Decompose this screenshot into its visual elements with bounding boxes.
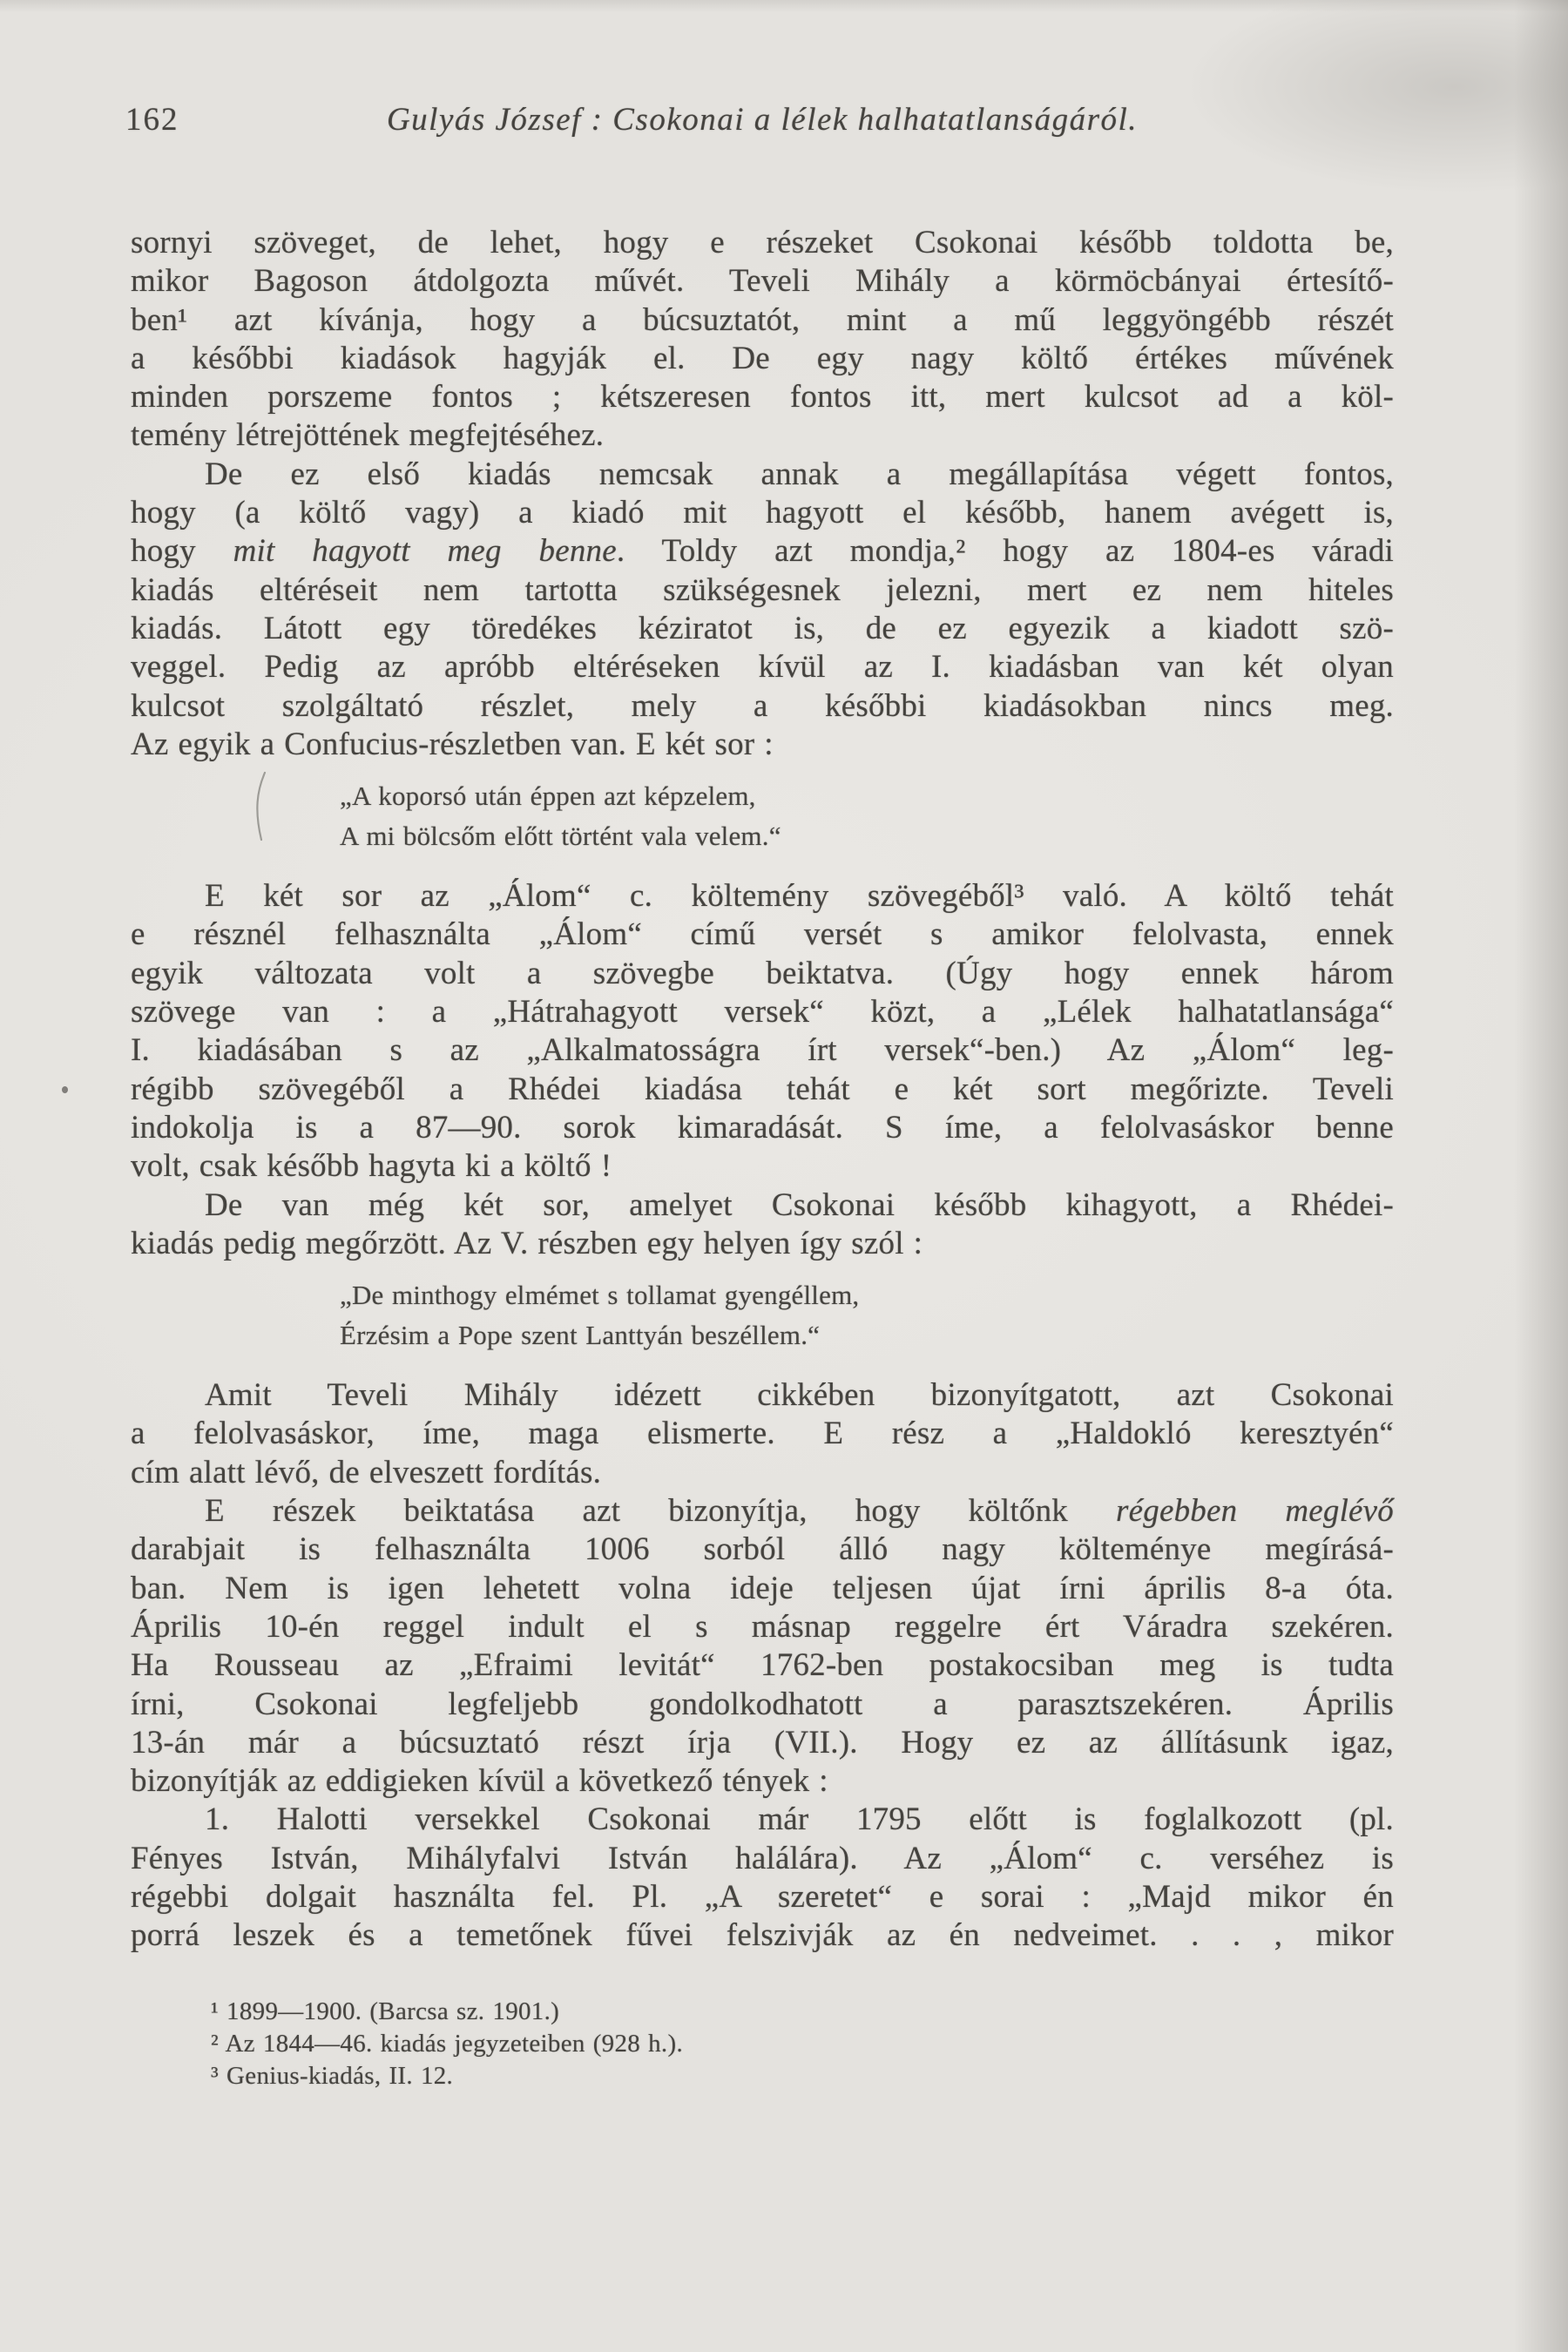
page-number: 162 (125, 102, 179, 138)
para-block (131, 456, 1394, 764)
verse-block (340, 1275, 1394, 1355)
text-line: Amit Teveli Mihály idézett cikkében bizonyítgatott, azt Csokonai (205, 1377, 1394, 1414)
para-block (131, 1186, 1394, 1264)
para-block (131, 877, 1394, 1186)
text-line: mikor Bagoson átdolgozta művét. Teveli Mihály a körmöcbányai értesítő- (131, 263, 1394, 300)
page-top-shading (0, 0, 1568, 12)
text-line: „De minthogy elmémet s tollamat gyengéllem, (340, 1280, 860, 1311)
text-line: Fényes István, Mihályfalvi István halálára). Az „Álom“ c. verséhez is (131, 1840, 1394, 1876)
footnote-line: ² Az 1844—46. kiadás jegyzeteiben (928 h.). (211, 2029, 683, 2058)
pen-stroke-mark (251, 770, 274, 843)
text-line: egyik változata volt a szövegbe beiktatva. (Úgy hogy ennek három (131, 955, 1394, 991)
text-line: Érzésim a Pope szent Lanttyán beszéllem.“ (340, 1320, 821, 1351)
text-line: 1. Halotti versekkel Csokonai már 1795 előtt is foglalkozott (pl. (205, 1801, 1394, 1838)
text-line: régibb szövegéből a Rhédei kiadása tehát e két sort megőrizte. Teveli (131, 1071, 1394, 1107)
footnote-line: ¹ 1899—1900. (Barcsa sz. 1901.) (211, 1997, 560, 2025)
text-line: 13-án már a búcsuztató részt írja (VII.). Hogy ez az állításunk igaz, (131, 1724, 1394, 1761)
text-line: Április 10-én reggel indult el s másnap reggelre ért Váradra szekéren. (131, 1608, 1394, 1645)
text-line: kulcsot szolgáltató részlet, mely a későbbi kiadásokban nincs meg. (131, 687, 1394, 724)
text-line: ben¹ azt kívánja, hogy a búcsuztatót, mint a mű leggyöngébb részét (131, 301, 1394, 338)
text-line: cím alatt lévő, de elveszett fordítás. (131, 1454, 602, 1490)
page-edge-shadow (1514, 0, 1568, 2352)
running-title: Gulyás József : Csokonai a lélek halhatatlanságáról. (386, 102, 1139, 138)
text-line: írni, Csokonai legfeljebb gondolkodhatott a parasztszekéren. Április (131, 1686, 1394, 1722)
text-line: I. kiadásában s az „Alkalmatosságra írt versek“-ben.) Az „Álom“ leg- (131, 1032, 1394, 1069)
text-line: a későbbi kiadások hagyják el. De egy nagy költő értékes művének (131, 340, 1394, 376)
para-block (131, 224, 1394, 456)
text-line: darabjait is felhasználta 1006 sorból álló nagy költeménye megírásá- (131, 1531, 1394, 1568)
body-text (131, 224, 1394, 2092)
text-line: hogy mit hagyott meg benne. Toldy azt mondja,² hogy az 1804-es váradi (131, 533, 1394, 570)
text-line: De van még két sor, amelyet Csokonai később kihagyott, a Rhédei- (205, 1186, 1394, 1223)
text-line: De ez első kiadás nemcsak annak a megállapítása végett fontos, (205, 456, 1394, 492)
text-line: kiadás pedig megőrzött. Az V. részben egy helyen így szól : (131, 1225, 923, 1261)
text-line: volt, csak később hagyta ki a költő ! (131, 1148, 612, 1185)
page-header (125, 101, 1394, 143)
text-line: A mi bölcsőm előtt történt vala velem.“ (340, 821, 781, 852)
text-line: kiadás eltéréseit nem tartotta szükségesnek jelezni, mert ez nem hiteles (131, 571, 1394, 608)
text-line: a felolvasáskor, íme, maga elismerte. E rész a „Haldokló keresztyén“ (131, 1416, 1394, 1452)
text-line: „A koporsó után éppen azt képzelem, (340, 781, 756, 812)
text-line: Ha Rousseau az „Efraimi levitát“ 1762-ben postakocsiban meg is tudta (131, 1647, 1394, 1684)
text-line: kiadás. Látott egy töredékes kéziratot is, de ez egyezik a kiadott szö- (131, 610, 1394, 646)
text-line: porrá leszek és a temetőnek fűvei felszivják az én nedveimet. . . , mikor (131, 1917, 1394, 1954)
para-block (131, 1376, 1394, 1492)
text-line: bizonyítják az eddigieken kívül a következő tények : (131, 1763, 828, 1800)
text-line: e résznél felhasználta „Álom“ című versét s amikor felolvasta, ennek (131, 916, 1394, 953)
text-line: ban. Nem is igen lehetett volna ideje teljesen újat írni április 8-a óta. (131, 1570, 1394, 1606)
footnotes-block (211, 1996, 1394, 2092)
text-line: veggel. Pedig az apróbb eltéréseken kívül az I. kiadásban van két olyan (131, 649, 1394, 686)
text-line: Az egyik a Confucius-részletben van. E két sor : (131, 726, 774, 762)
text-line: régebbi dolgait használta fel. Pl. „A szeretet“ e sorai : „Majd mikor én (131, 1878, 1394, 1915)
margin-dot-mark (62, 1086, 68, 1093)
text-line: indokolja is a 87—90. sorok kimaradását. S íme, a felolvasáskor benne (131, 1109, 1394, 1146)
para-block (131, 1801, 1394, 1955)
text-line: szövege van : a „Hátrahagyott versek“ közt, a „Lélek halhatatlansága“ (131, 994, 1394, 1031)
text-line: minden porszeme fontos ; kétszeresen fontos itt, mert kulcsot ad a köl- (131, 379, 1394, 416)
verse-block (340, 776, 1394, 856)
para-block (131, 1492, 1394, 1801)
text-line: hogy (a költő vagy) a kiadó mit hagyott el később, hanem avégett is, (131, 495, 1394, 531)
text-line: sornyi szöveget, de lehet, hogy e részeket Csokonai később toldotta be, (131, 225, 1394, 260)
footnote-line: ³ Genius-kiadás, II. 12. (211, 2061, 454, 2090)
text-line: E részek beiktatása azt bizonyítja, hogy költőnk régebben meglévő (205, 1493, 1394, 1530)
text-line: temény létrejöttének megfejtéséhez. (131, 417, 605, 454)
text-line: E két sor az „Álom“ c. költemény szövegéből³ való. A költő tehát (205, 878, 1394, 915)
